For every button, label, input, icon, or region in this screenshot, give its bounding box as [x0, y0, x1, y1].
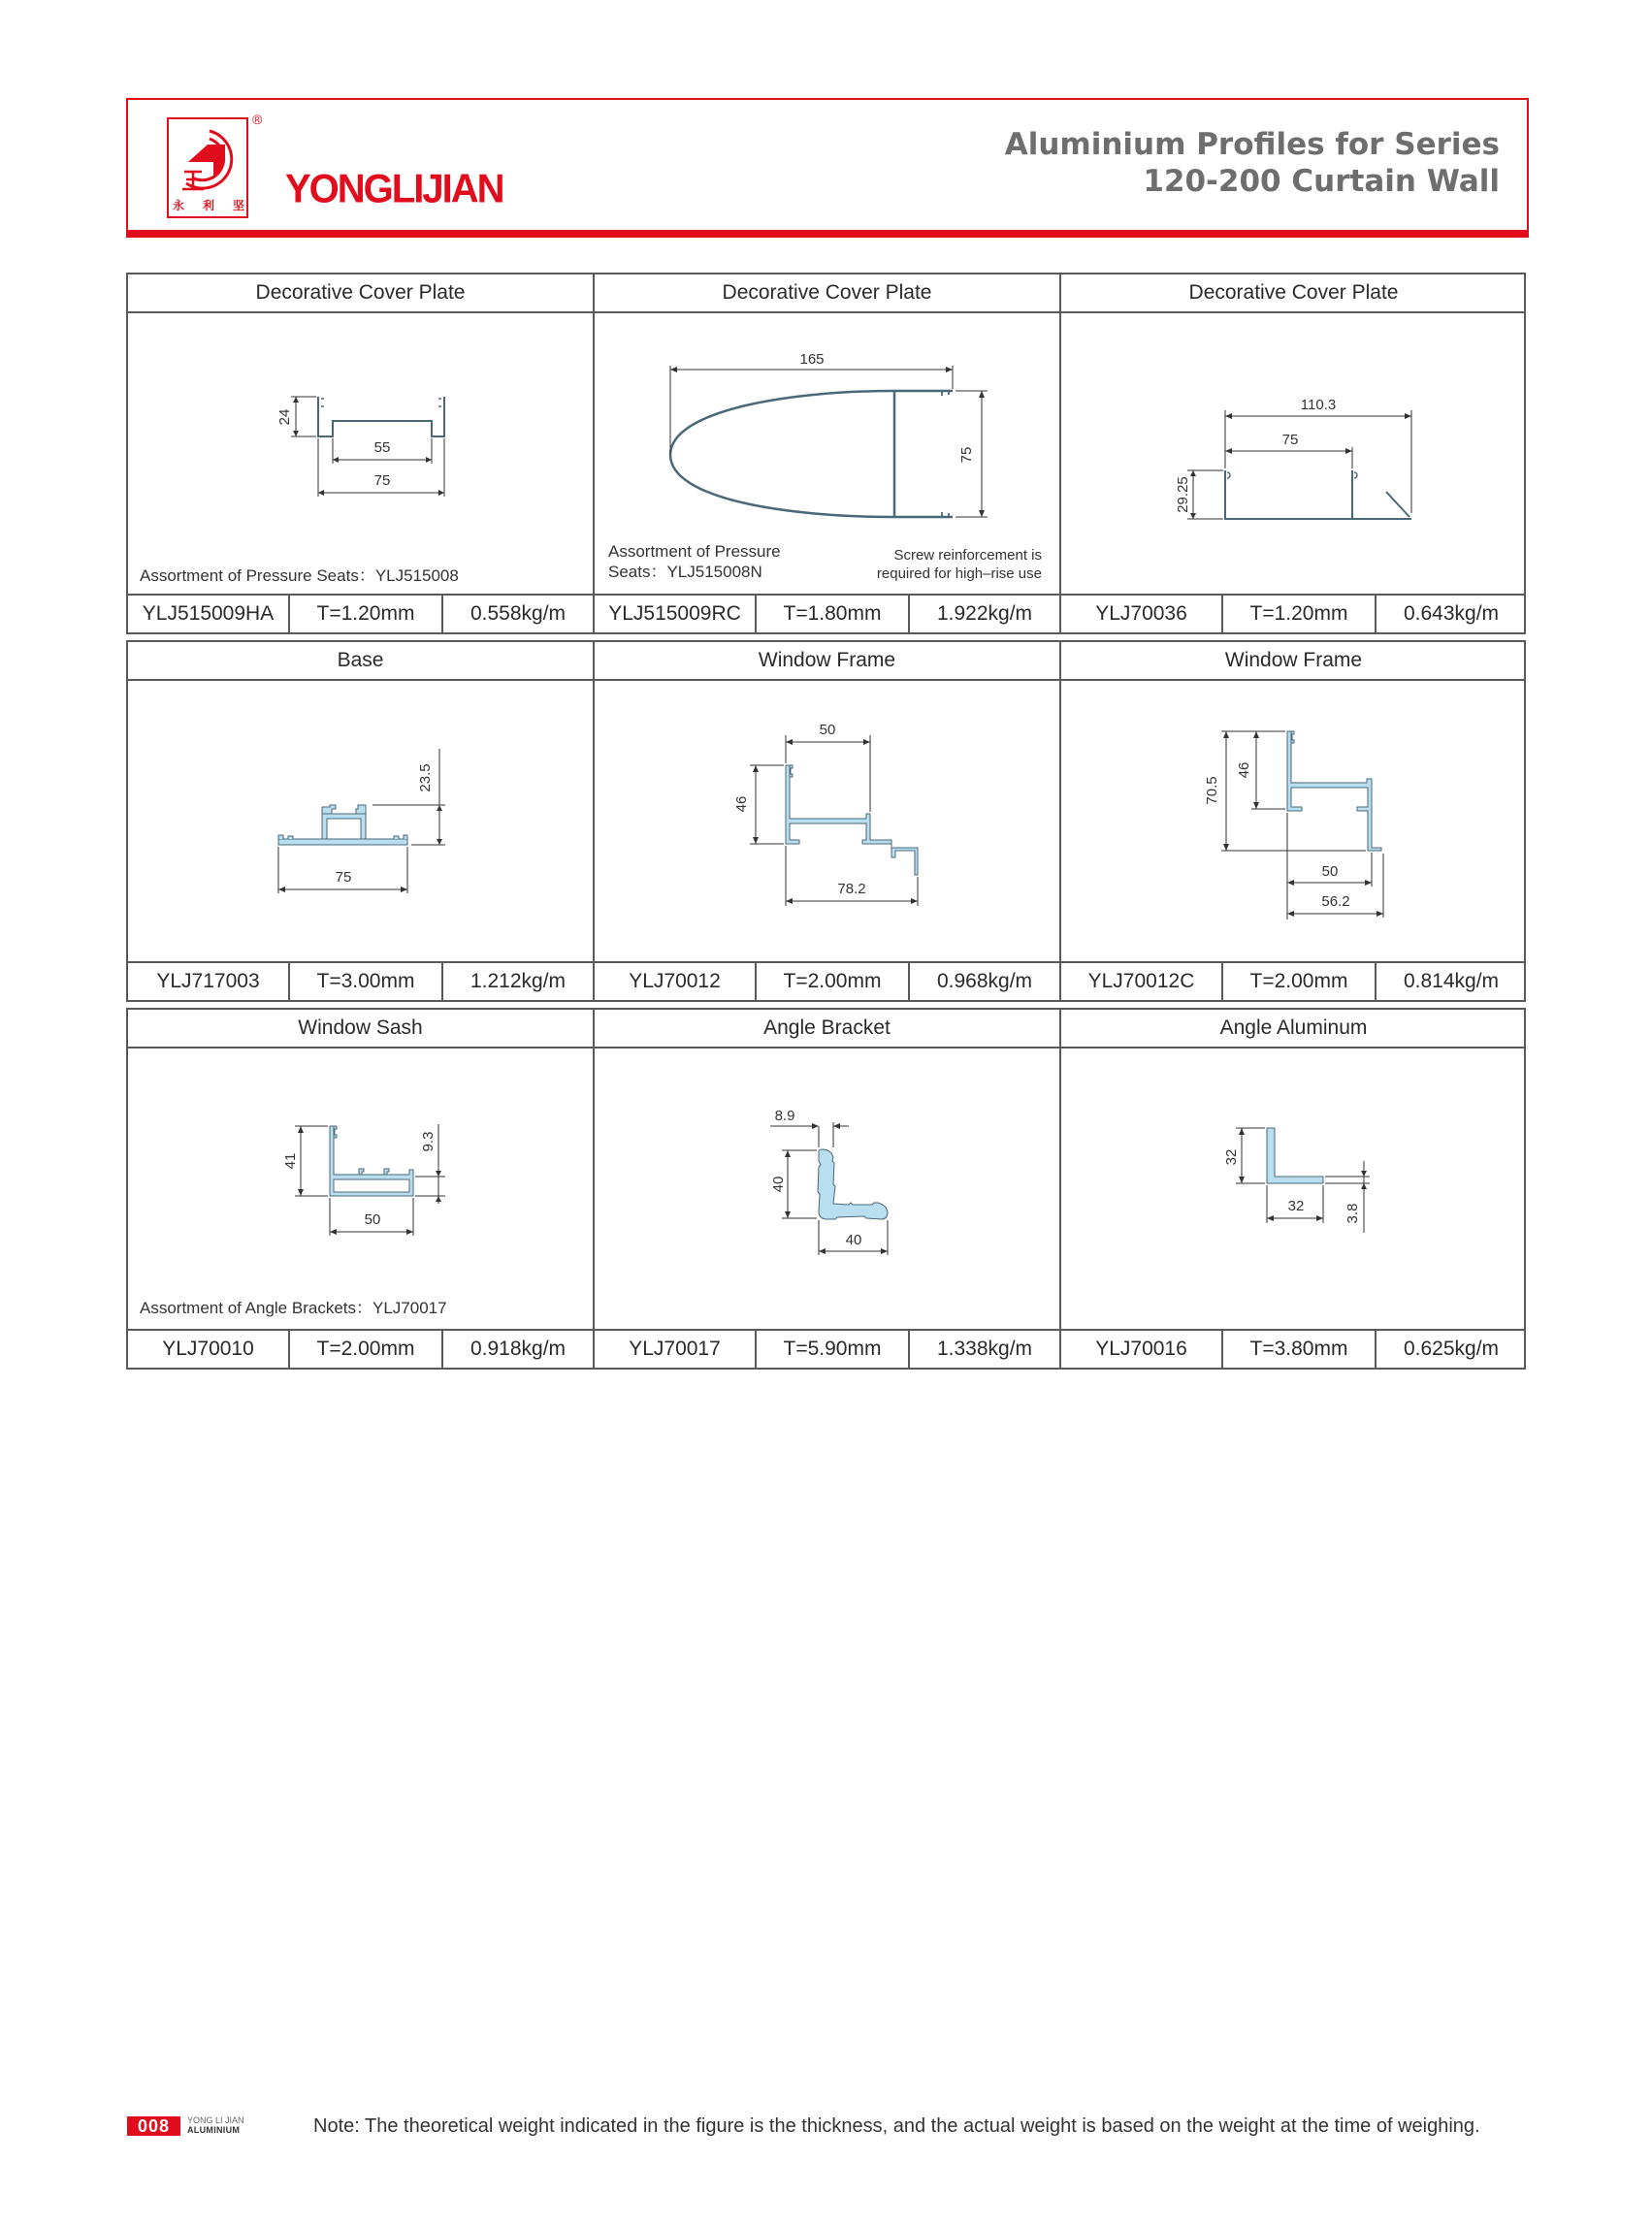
dimension-label: 56.2 — [1321, 893, 1350, 910]
catalog-row — [126, 1008, 1526, 1370]
footer-brand-line1: YONG LI JIAN — [187, 2115, 244, 2125]
page-title-line2: 120-200 Curtain Wall — [1143, 164, 1500, 199]
dimension-label: 32 — [1223, 1148, 1240, 1166]
dimension-label: 46 — [733, 795, 750, 813]
profile-weight: 0.558kg/m — [470, 602, 567, 625]
profile-thickness: T=2.00mm — [757, 963, 910, 1000]
profile-drawing — [1061, 681, 1526, 963]
dimension-label: 75 — [958, 446, 975, 464]
profile-card — [1061, 1010, 1526, 1368]
profile-thickness: T=3.00mm — [290, 963, 443, 1000]
header-accent-bar — [126, 230, 1529, 238]
profile-code: YLJ70010 — [128, 1331, 290, 1368]
profile-catalog-grid — [126, 273, 1526, 1375]
profile-weight: 0.643kg/m — [1403, 602, 1500, 625]
dimension-label: 75 — [335, 869, 352, 886]
profile-code: YLJ717003 — [128, 963, 290, 1000]
profile-title: Base — [128, 642, 593, 681]
dimension-label: 110.3 — [1300, 397, 1337, 413]
window-frame-profile-icon — [595, 681, 1059, 961]
dimension-label: 8.9 — [774, 1108, 795, 1124]
profile-code: YLJ515009HA — [128, 596, 290, 632]
screw-reinforcement-note — [877, 546, 1042, 583]
page-title — [1005, 126, 1500, 200]
brand-char: 坚 — [232, 199, 244, 212]
profile-title: Window Frame — [1061, 642, 1526, 681]
side-note-line: required for high–rise use — [876, 565, 1042, 582]
profile-thickness: T=3.80mm — [1223, 1331, 1377, 1368]
assortment-note: Assortment of Pressure Seats：YLJ515008 — [140, 566, 459, 585]
dimension-label: 40 — [845, 1232, 862, 1248]
profile-weight: 1.338kg/m — [936, 1338, 1033, 1360]
profile-weight: 0.625kg/m — [1403, 1338, 1500, 1360]
profile-card — [1061, 274, 1526, 632]
dimension-label: 9.3 — [420, 1131, 437, 1152]
registered-trademark-icon: ® — [252, 112, 263, 127]
profile-code: YLJ70036 — [1061, 596, 1223, 632]
dimension-label: 75 — [373, 472, 391, 489]
cover-plate-profile-icon — [1061, 313, 1526, 594]
profile-weight: 0.814kg/m — [1403, 970, 1500, 992]
profile-thickness: T=2.00mm — [290, 1331, 443, 1368]
assortment-note: Assortment of Angle Brackets：YLJ70017 — [140, 1299, 447, 1317]
profile-title: Decorative Cover Plate — [595, 274, 1059, 313]
profile-title: Window Frame — [595, 642, 1059, 681]
base-profile-icon — [128, 681, 593, 961]
dimension-label: 165 — [799, 351, 825, 368]
cover-plate-profile-icon — [128, 313, 593, 594]
brand-name: YONGLIJIAN — [285, 166, 503, 212]
dimension-label: 55 — [373, 439, 391, 456]
profile-code: YLJ70016 — [1061, 1331, 1223, 1368]
angle-bracket-profile-icon — [595, 1048, 1059, 1329]
profile-drawing — [1061, 313, 1526, 596]
angle-aluminum-profile-icon — [1061, 1048, 1526, 1329]
profile-thickness: T=1.20mm — [1223, 596, 1377, 632]
window-sash-profile-icon — [128, 1048, 593, 1329]
profile-card — [595, 642, 1061, 1000]
dimension-label: 29.25 — [1175, 476, 1191, 513]
dimension-label: 23.5 — [417, 763, 434, 792]
profile-thickness: T=1.80mm — [757, 596, 910, 632]
profile-code: YLJ70012 — [595, 963, 757, 1000]
profile-weight: 1.212kg/m — [470, 970, 567, 992]
catalog-row — [126, 273, 1526, 634]
profile-drawing — [595, 313, 1059, 596]
dimension-label: 32 — [1287, 1198, 1305, 1214]
brand-chinese-name — [173, 197, 244, 213]
spec-row — [595, 1331, 1059, 1368]
dimension-label: 3.8 — [1344, 1203, 1361, 1224]
spec-row — [128, 596, 593, 632]
profile-weight: 0.968kg/m — [936, 970, 1033, 992]
spec-row — [1061, 963, 1526, 1000]
page-header — [126, 98, 1529, 230]
profile-title: Angle Aluminum — [1061, 1010, 1526, 1048]
profile-title: Angle Bracket — [595, 1010, 1059, 1048]
profile-title: Window Sash — [128, 1010, 593, 1048]
dimension-label: 40 — [770, 1176, 787, 1193]
dimension-label: 78.2 — [837, 881, 866, 897]
footer-brand — [187, 2115, 244, 2135]
spec-row — [1061, 1331, 1526, 1368]
profile-thickness: T=2.00mm — [1223, 963, 1377, 1000]
profile-weight: 1.922kg/m — [936, 602, 1033, 625]
dimension-label: 41 — [282, 1152, 299, 1170]
profile-card — [128, 1010, 595, 1368]
dimension-label: 50 — [1321, 863, 1339, 880]
profile-title: Decorative Cover Plate — [1061, 274, 1526, 313]
profile-thickness: T=1.20mm — [290, 596, 443, 632]
profile-card — [1061, 642, 1526, 1000]
assortment-note-line: Seats：YLJ515008N — [608, 563, 762, 581]
dimension-label: 70.5 — [1204, 776, 1220, 805]
assortment-note — [608, 541, 781, 582]
profile-title: Decorative Cover Plate — [128, 274, 593, 313]
profile-weight: 0.918kg/m — [470, 1338, 567, 1360]
profile-card — [128, 642, 595, 1000]
profile-card — [595, 1010, 1061, 1368]
dimension-label: 75 — [1281, 432, 1299, 448]
profile-drawing — [128, 681, 593, 963]
dimension-label: 24 — [276, 408, 293, 426]
spec-row — [595, 596, 1059, 632]
profile-drawing — [128, 313, 593, 596]
dimension-label: 50 — [819, 722, 836, 738]
logo-emblem-icon — [175, 123, 244, 199]
profile-code: YLJ515009RC — [595, 596, 757, 632]
profile-drawing — [595, 1048, 1059, 1331]
footer-brand-line2: ALUMINIUM — [187, 2125, 241, 2135]
profile-code: YLJ70017 — [595, 1331, 757, 1368]
profile-code: YLJ70012C — [1061, 963, 1223, 1000]
profile-thickness: T=5.90mm — [757, 1331, 910, 1368]
spec-row — [128, 963, 593, 1000]
assortment-note-line: Assortment of Pressure — [608, 542, 781, 561]
dimension-label: 50 — [364, 1211, 381, 1228]
profile-card — [128, 274, 595, 632]
profile-drawing — [128, 1048, 593, 1331]
profile-drawing — [1061, 1048, 1526, 1331]
window-frame-profile-icon — [1061, 681, 1526, 961]
weight-disclaimer-note: Note: The theoretical weight indicated in the figure is the thickness, and the actual weight is based on the weight at the time of weighing. — [313, 2115, 1480, 2137]
spec-row — [1061, 596, 1526, 632]
brand-char: 永 — [173, 199, 185, 212]
page-number-badge: 008 — [127, 2116, 180, 2136]
spec-row — [595, 963, 1059, 1000]
brand-char: 利 — [202, 199, 214, 212]
profile-card — [595, 274, 1061, 632]
profile-drawing — [595, 681, 1059, 963]
dimension-label: 46 — [1236, 761, 1252, 779]
spec-row — [128, 1331, 593, 1368]
side-note-line: Screw reinforcement is — [893, 547, 1042, 564]
page-title-line1: Aluminium Profiles for Series — [1004, 127, 1500, 162]
brand-logo — [167, 117, 248, 218]
catalog-row — [126, 640, 1526, 1002]
